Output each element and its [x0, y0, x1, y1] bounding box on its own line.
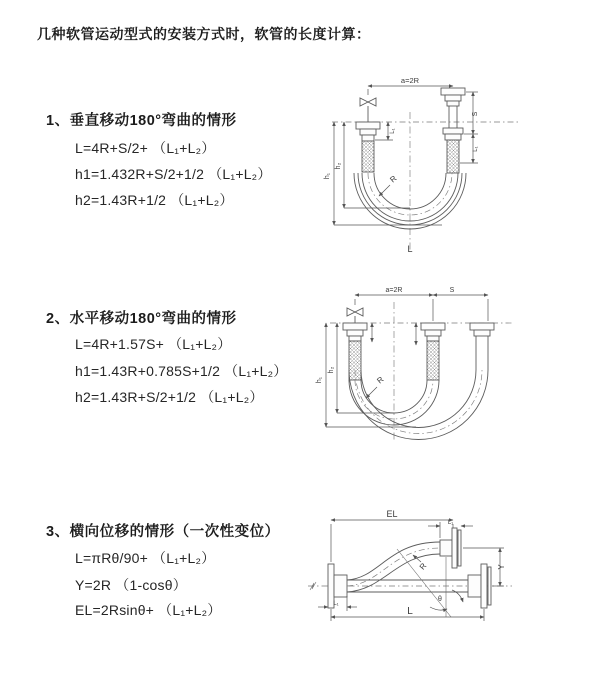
dim-label-l1: L₁	[473, 146, 479, 152]
construction-diagonal-line	[397, 549, 451, 617]
dimension-h1	[324, 122, 442, 225]
page-title: 几种软管运动型式的安装方式时，软管的长度计算：	[37, 26, 371, 42]
diagram-lateral-displacement	[300, 505, 595, 660]
dim-label-r: R	[375, 374, 386, 386]
dim-label-h2: h₂	[335, 162, 342, 170]
section-3-formula-y: Y=2R （1-cosθ）	[75, 577, 187, 593]
section-2-formula-l: L=4R+1.57S+ （L₁+L₂）	[75, 336, 232, 352]
dim-label-a2r: a=2R	[385, 287, 403, 294]
dim-label-el: EL	[386, 509, 398, 519]
dimension-l1-right	[460, 134, 479, 163]
dim-label-l1: L₁	[390, 128, 396, 134]
dim-label-h1: h₁	[324, 172, 331, 180]
section-3-formula-el: EL=2Rsinθ+ （L₁+L₂）	[75, 602, 222, 618]
section-1-formula-h2: h2=1.43R+1/2 （L₁+L₂）	[75, 192, 234, 208]
radius-callout	[413, 555, 429, 571]
angle-label-theta: θ	[438, 596, 442, 603]
middle-pipe-fitting	[421, 323, 445, 380]
section-2-heading: 2、水平移动180°弯曲的情形	[46, 311, 237, 327]
right-pipe-fitting	[470, 323, 494, 370]
radius-callout	[366, 375, 386, 398]
braided-hose-section	[362, 141, 374, 172]
dimension-l1-top	[428, 520, 473, 538]
section-1-formula-l: L=4R+S/2+ （L₁+L₂）	[75, 140, 216, 156]
dim-label-y: Y	[497, 564, 506, 570]
section-3-heading: 3、横向位移的情形（一次性变位）	[46, 524, 280, 540]
dimension-s	[464, 92, 479, 134]
section-2-formula-h2: h2=1.43R+S/2+1/2 （L₁+L₂）	[75, 389, 264, 405]
dimension-a-2r	[355, 287, 433, 295]
section-3-formula-l: L=πRθ/90+ （L₁+L₂）	[75, 550, 216, 566]
valve-icon	[347, 308, 363, 323]
dim-label-l1: L₁	[447, 520, 454, 526]
dim-label-h2: h₂	[328, 366, 335, 374]
diagram-vertical-180-bend	[310, 70, 590, 265]
dim-label-s: S	[472, 111, 479, 117]
angle-theta	[430, 590, 463, 610]
valve-icon	[360, 98, 376, 122]
dim-label-l1: L₁	[333, 601, 339, 607]
dim-label-r: R	[388, 173, 399, 185]
diagram-horizontal-180-bend	[312, 282, 587, 460]
dim-label-l-length: L	[407, 244, 413, 254]
braided-hose-section	[447, 140, 459, 173]
left-pipe-fitting	[356, 122, 380, 172]
right-pipe-fitting	[441, 88, 465, 173]
dimension-h1	[316, 323, 416, 427]
u-bend-hose-position-2	[349, 370, 488, 440]
dim-label-s: S	[449, 287, 455, 294]
braided-hose-section	[427, 341, 439, 380]
top-flange	[440, 528, 461, 568]
dimension-a-2r	[368, 76, 453, 95]
dim-label-a2r: a=2R	[400, 76, 420, 85]
radius-callout	[379, 174, 399, 196]
dim-label-r: R	[417, 561, 429, 572]
section-1-heading: 1、垂直移动180°弯曲的情形	[46, 113, 237, 129]
dimension-l-bottom	[331, 606, 484, 621]
dim-label-l-length: L	[407, 606, 413, 617]
dim-label-h1: h₁	[316, 376, 323, 384]
section-1-formula-h1: h1=1.432R+S/2+1/2 （L₁+L₂）	[75, 166, 272, 182]
dimension-l1-left	[318, 596, 357, 611]
section-2-formula-h1: h1=1.43R+0.785S+1/2 （L₁+L₂）	[75, 363, 288, 379]
dimension-s	[433, 287, 488, 295]
